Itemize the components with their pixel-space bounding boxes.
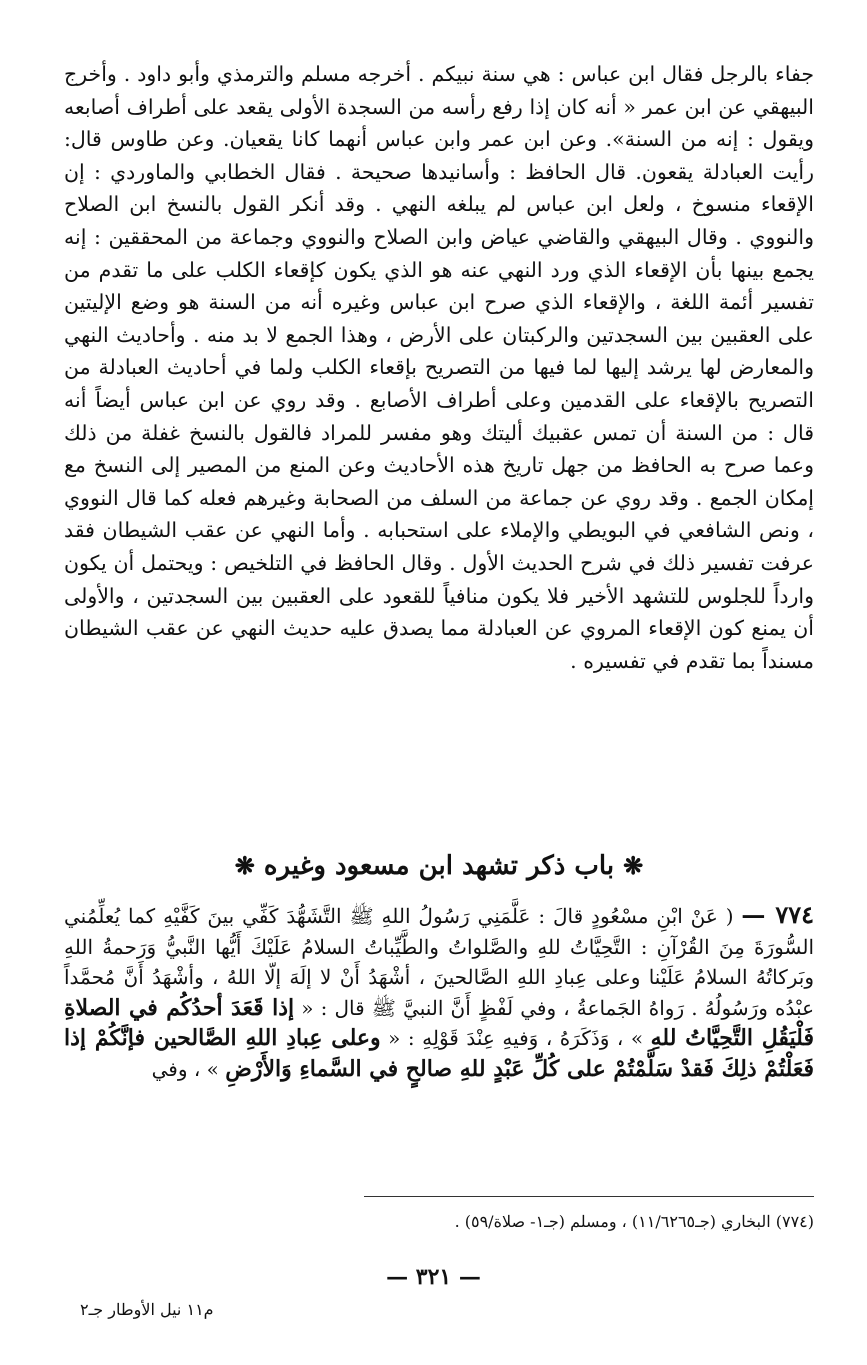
hadith-quote-bold-2: وعلى عِبادِ اللهِ الصَّالحين فإنَّكُمْ إذا فَعَلْتُمْ ذلِكَ فَقدْ سَلَّمْتُمْ على كُلِّ عَبْدٍ للهِ صالحٍ في السَّماءِ وَالأَرْضِ <box>64 1025 814 1082</box>
commentary-text: جفاء بالرجل فقال ابن عباس : هي سنة نبيكم . أخرجه مسلم والترمذي وأبو داود . وأخرج البيهقي عن ابن عمر « أنه كان إذا رفع رأسه من السجدة الأولى يقعد على أطراف أصابعه ويقول : إنه من السنة». وعن ابن عمر وابن عباس أنهما كانا يقعيان. وعن طاوس قال: رأيت العبادلة يقعون. قال الحافظ : وأسانيدها صحيحة . فقال الخطابي والماوردي : إن الإقعاء منسوخ ، ولعل ابن عباس لم يبلغه النهي . وقد أنكر القول بالنسخ ابن الصلاح والنووي . وقال البيهقي والقاضي عياض وابن الصلاح والنووي وجماعة من المحققين : إنه يجمع بينها بأن الإقعاء الذي ورد النهي عنه هو الذي يكون كإقعاء الكلب على ما تقدم من تفسير أئمة اللغة ، والإقعاء الذي صرح ابن عباس وغيره أنه من السنة هو وضع الإليتين على العقبين بين السجدتين والركبتان على الأرض ، وهذا الجمع لا بد منه . وأحاديث النهي والمعارض لها يرشد إليها لما فيها من التصريح بإقعاء الكلب ولما في أحاديث العبادلة من التصريح بالإقعاء على القدمين وعلى أطراف الأصابع . وقد روي عن ابن عباس أيضاً أنه قال : من السنة أن تمس عقبيك أليتك وهو مفسر للمراد فالقول بالنسخ غفلة من ذلك وعما صرح به الحافظ من جهل تاريخ هذه الأحاديث وعن المنع من المصير إلى النسخ مع إمكان الجمع . وقد روي عن جماعة من السلف من الصحابة وغيرهم فعله كما قال النووي ، ونص الشافعي في البويطي والإملاء على استحبابه . وأما النهي عن عقب الشيطان فقد عرفت تفسير ذلك في شرح الحديث الأول . وقال الحافظ في التلخيص : ويحتمل أن يكون وارداً للجلوس للتشهد الأخير فلا يكون منافياً للقعود على العقبين بين السجدتين ، والأولى أن يمنع كون الإقعاء المروي عن العبادلة مما يصدق عليه حديث النهي عن عقب الشيطان مسنداً بما تقدم في تفسيره . <box>64 62 814 673</box>
section-heading <box>64 848 814 884</box>
hadith-block <box>64 900 814 1085</box>
printer-signature: م١١ نيل الأوطار جـ٢ <box>80 1300 214 1319</box>
hadith-number: ٧٧٤ — <box>741 900 814 929</box>
commentary-paragraph <box>64 58 814 677</box>
page-number: — ٣٢١ — <box>386 1264 481 1290</box>
hadith-quote-bold-1: إذا قَعَدَ أحدُكُم في الصلاةِ فَلْيَقُلِ التَّحِيَّاتُ للهِ <box>64 994 814 1052</box>
hadith-text <box>64 900 814 1085</box>
section-heading-text: باب ذكر تشهد ابن مسعود وغيره <box>263 851 615 881</box>
ornament-star-icon: ❋ <box>234 851 255 880</box>
hadith-text-part3: » ، وفي <box>151 1056 219 1081</box>
footnote: (٧٧٤) البخاري (جـ١١/٦٢٦٥) ، ومسلم (جـ١- صلاة/٥٩) . <box>454 1212 814 1231</box>
ornament-star-icon: ❋ <box>623 851 644 880</box>
footnote-divider <box>364 1196 814 1197</box>
hadith-text-part2: » ، وَذَكَرَهُ ، وَفيهِ عِنْدَ قَوْلِهِ : « <box>388 1026 644 1051</box>
hadith-text-part1: ( عَنْ ابْنِ مسْعُودٍ قالَ : عَلَّمَنِي رَسُولُ اللهِ ﷺ التَّشَهُّدَ كَفِّي بينَ كَفَّيْهِ كما يُعلِّمُني السُّورَةَ مِنَ القُرْآنِ : التَّحِيَّاتُ للهِ والصَّلواتُ والطَّيِّباتُ السلامُ عَلَيْكَ أَيُّها النَّبيُّ وَرَحمةُ اللهِ وبَركاتُهُ السلامُ عَلَيْنا وعلى عِبادِ اللهِ الصَّالحينَ ، أشْهَدُ أَنْ لا إلَهَ إلّا اللهُ ، وأشْهَدُ أَنَّ مُحمَّداً عبْدُه ورَسُولُهُ . رَواهُ الجَماعةُ ، وفي لَفْظٍ أَنَّ النبيَّ ﷺ قال : « <box>64 904 814 1020</box>
